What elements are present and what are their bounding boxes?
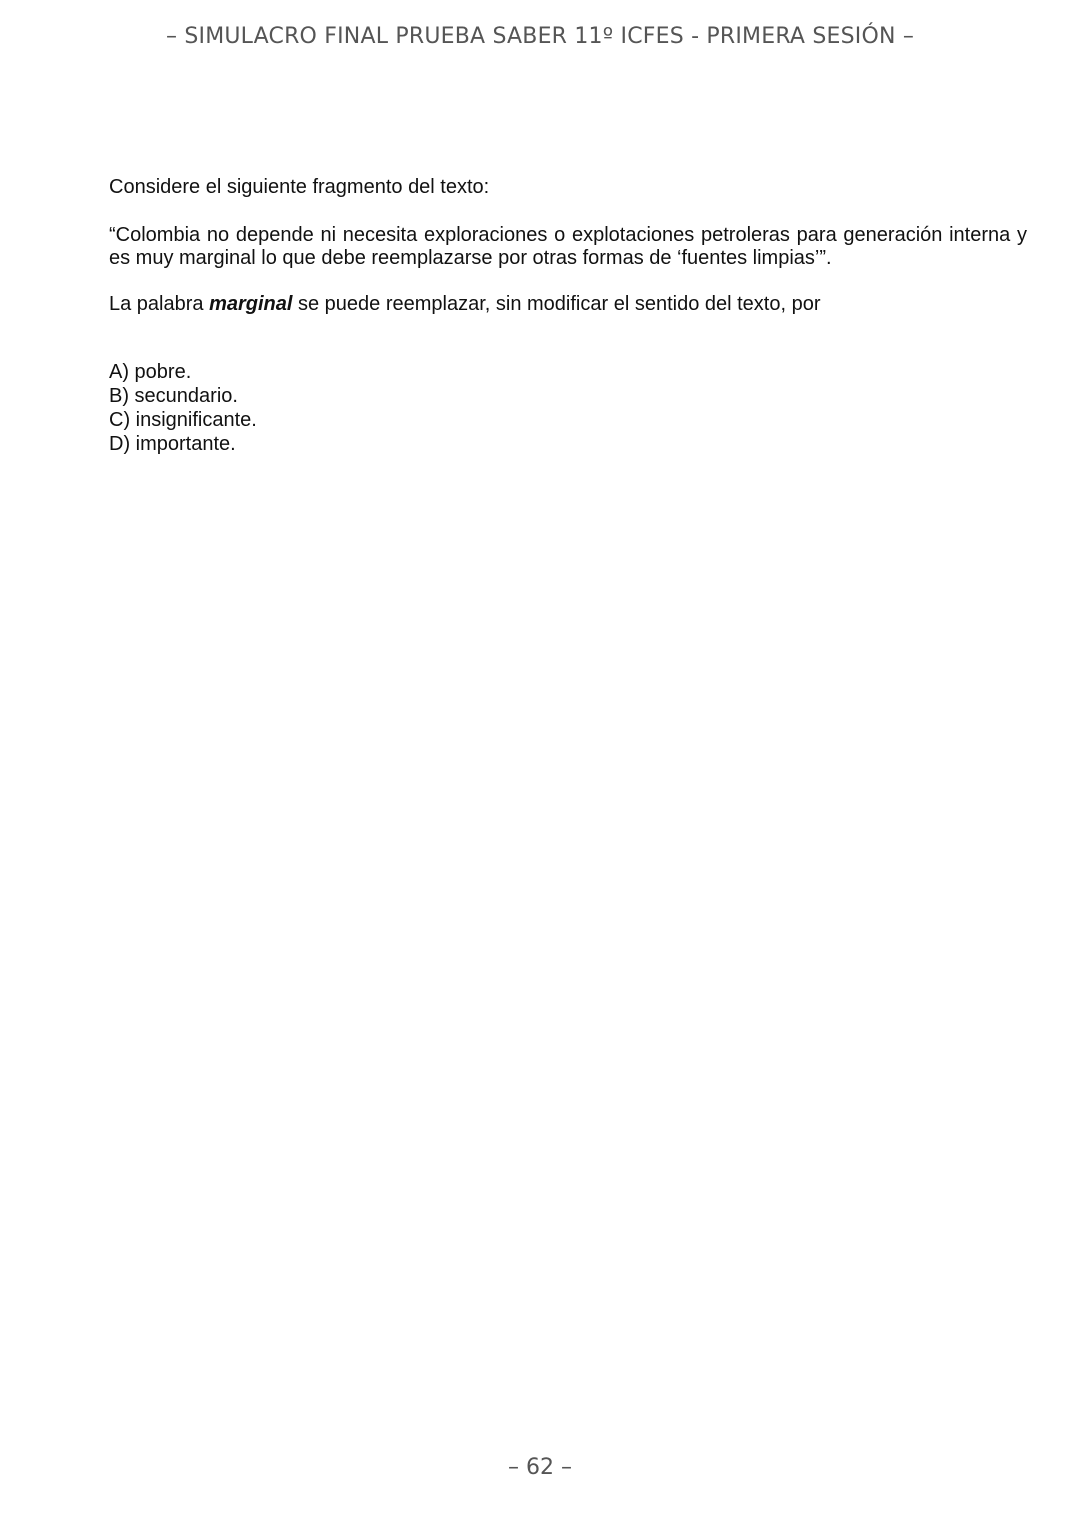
answer-options (109, 360, 1027, 456)
option-b: B) secundario. (109, 385, 238, 407)
prompt-after: se puede reemplazar, sin modificar el sentido del texto, por (292, 293, 821, 315)
question-prompt (109, 293, 1027, 316)
prompt-keyword: marginal (209, 293, 293, 315)
prompt-before: La palabra (109, 293, 210, 315)
page-header: – SIMULACRO FINAL PRUEBA SABER 11º ICFES - PRIMERA SESIÓN – (165, 24, 915, 49)
option-c: C) insignificante. (109, 409, 257, 431)
page-number: – 62 – (508, 1455, 572, 1480)
option-a: A) pobre. (109, 361, 192, 383)
quoted-fragment: “Colombia no depende ni necesita exploraciones o explotaciones petroleras para generación interna y es muy marginal lo que debe reemplazarse por otras formas de ‘fuentes limpias’”. (109, 224, 1027, 269)
question-block (109, 176, 1027, 456)
option-d: D) importante. (109, 433, 236, 455)
question-intro: Considere el siguiente fragmento del texto: (109, 176, 490, 198)
